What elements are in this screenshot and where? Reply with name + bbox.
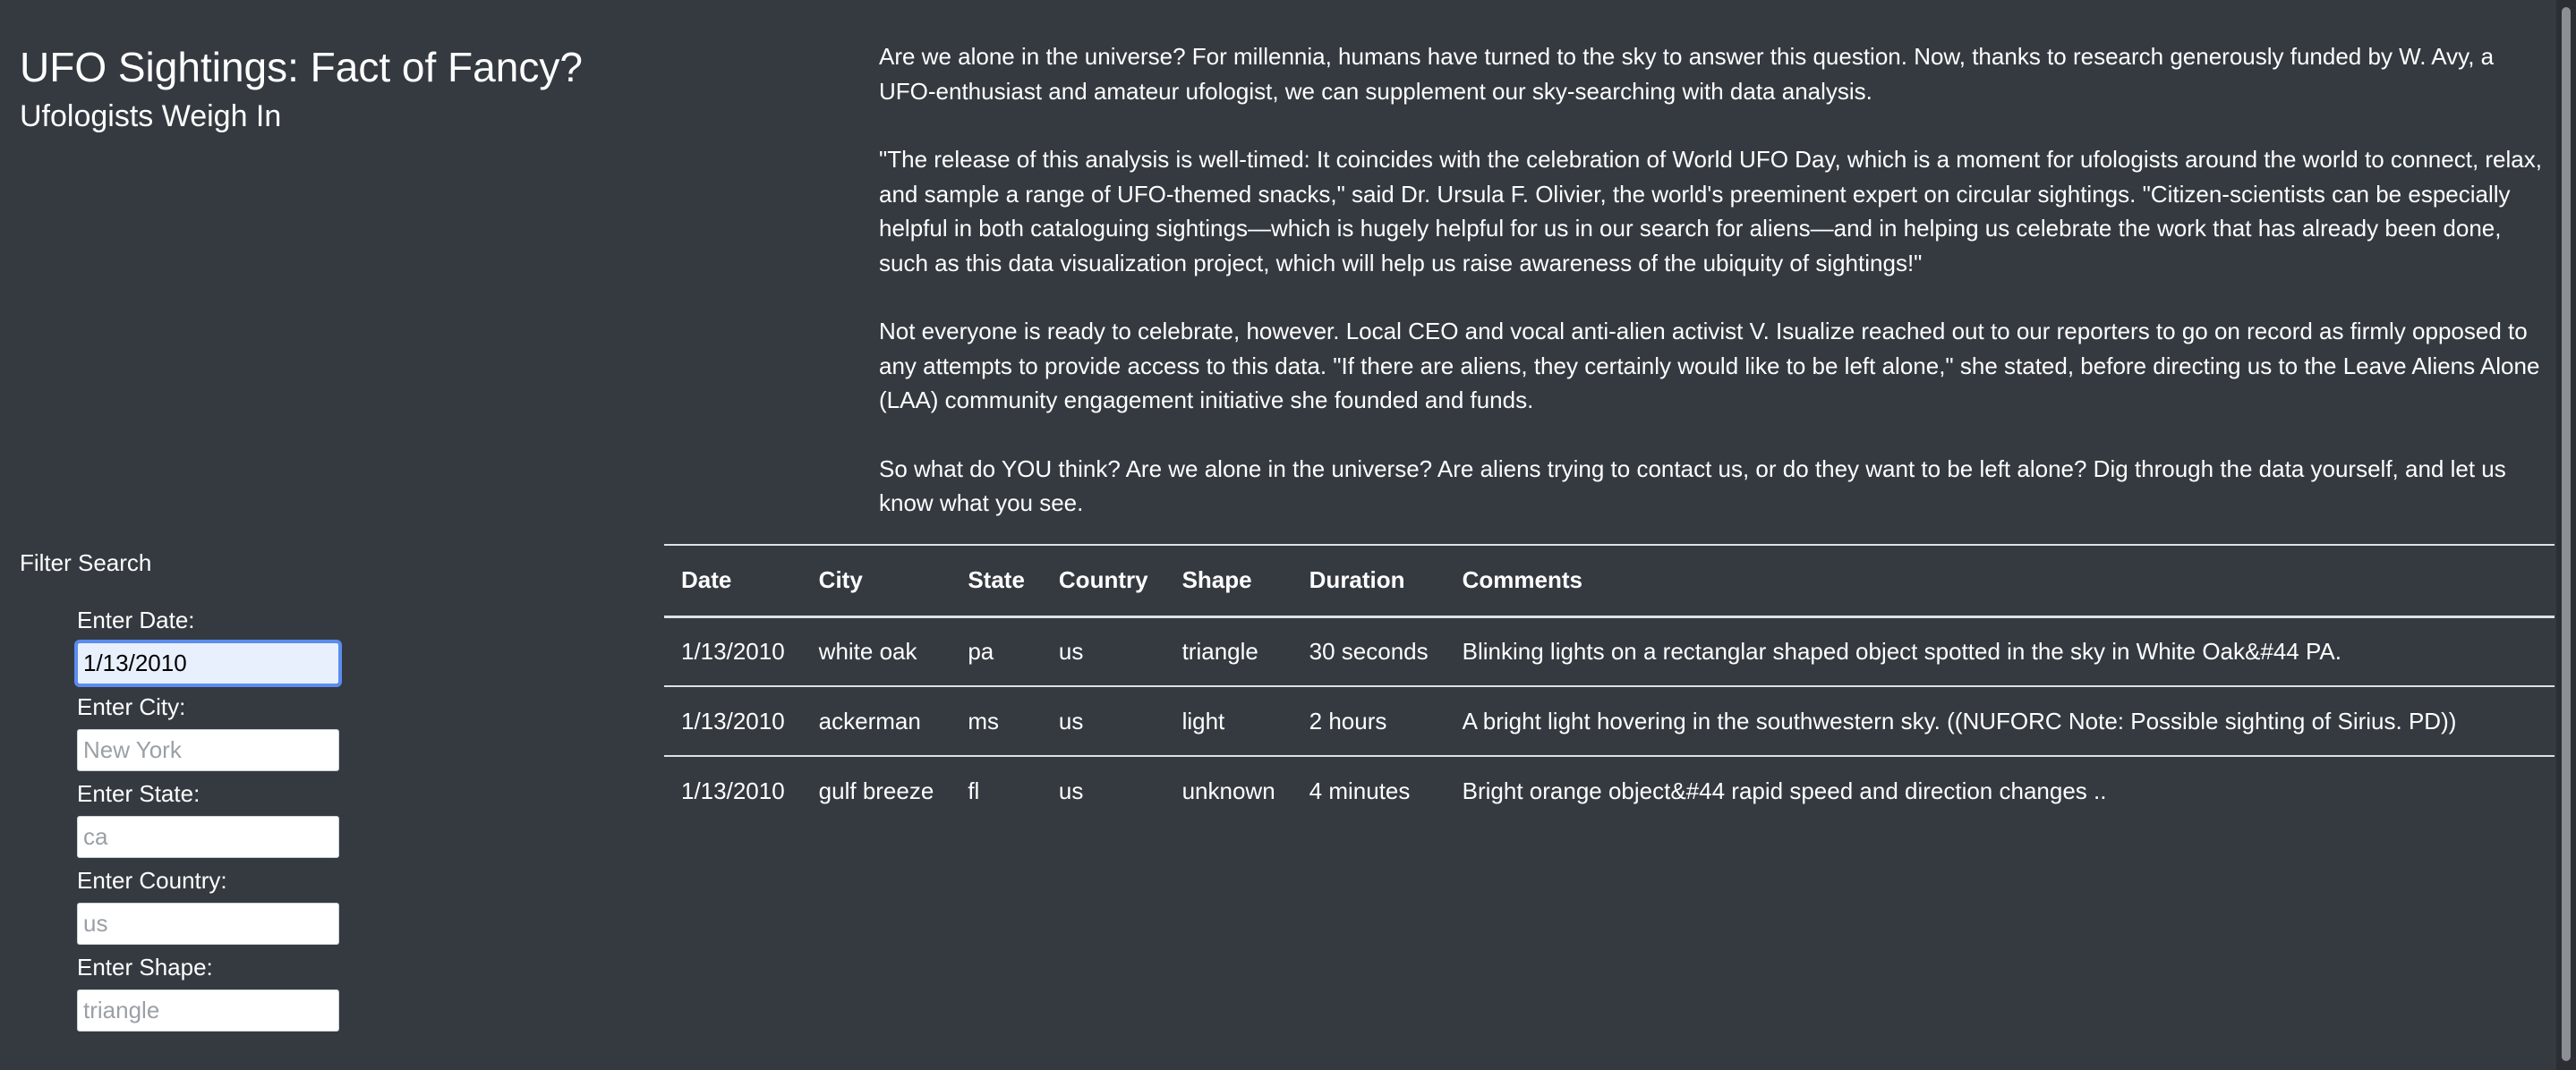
cell-city: white oak bbox=[818, 637, 917, 665]
cell-duration: 30 seconds bbox=[1309, 637, 1429, 665]
article-paragraph: Not everyone is ready to celebrate, however. Local CEO and vocal anti-alien activist V. Isualize reached out to our reporters to go on record as firmly opposed to any attempts to provide access to this data. "If there are aliens, they certainly would like to be left alone," she stated, before directing us to the Leave Aliens Alone (LAA) community engagement initiative she founded and funds. bbox=[879, 318, 2540, 413]
shape-filter-label: Enter Shape: bbox=[77, 954, 213, 981]
table-row bbox=[664, 756, 2555, 826]
country-filter-input[interactable] bbox=[77, 903, 339, 945]
shape-filter-input[interactable] bbox=[77, 989, 339, 1032]
vertical-scrollbar[interactable] bbox=[2556, 0, 2576, 1070]
cell-state: fl bbox=[968, 777, 980, 804]
state-filter-input[interactable] bbox=[77, 816, 339, 858]
column-header-duration: Duration bbox=[1309, 566, 1405, 594]
article-paragraph: "The release of this analysis is well-timed: It coincides with the celebration of World UFO Day, which is a moment for ufologists around the world to connect, relax, and sample a range of UFO-themed snacks," said Dr. Ursula F. Olivier, the world's preeminent expert on circular sightings. "Citizen-scientists can be especially helpful in both cataloguing sightings—which is hugely helpful for us in our search for aliens—and in helping us celebrate the work that has already been done, such as this data visualization project, which will help us raise awareness of the ubiquity of sightings!" bbox=[879, 146, 2542, 276]
article-paragraph: So what do YOU think? Are we alone in the universe? Are aliens trying to contact us, or do they want to be left alone? Dig through the data yourself, and let us know what you see. bbox=[879, 454, 2506, 516]
cell-country: us bbox=[1058, 707, 1084, 735]
page-subtitle: Ufologists Weigh In bbox=[20, 99, 282, 133]
cell-date: 1/13/2010 bbox=[681, 777, 785, 804]
date-filter-label: Enter Date: bbox=[77, 607, 195, 633]
article-text bbox=[879, 39, 2549, 555]
cell-shape: unknown bbox=[1181, 777, 1275, 804]
cell-date: 1/13/2010 bbox=[681, 637, 785, 665]
column-header-country: Country bbox=[1058, 566, 1148, 594]
table-row bbox=[664, 686, 2555, 756]
cell-shape: light bbox=[1181, 707, 1225, 735]
filter-search-heading: Filter Search bbox=[20, 549, 152, 576]
scrollbar-thumb[interactable] bbox=[2562, 7, 2571, 1061]
cell-duration: 4 minutes bbox=[1309, 777, 1411, 804]
cell-country: us bbox=[1058, 637, 1084, 665]
cell-comments: Blinking lights on a rectanglar shaped object spotted in the sky in White Oak&#44 PA. bbox=[1462, 637, 2341, 665]
sightings-table-container bbox=[664, 544, 2555, 826]
filter-form bbox=[77, 605, 345, 1039]
cell-country: us bbox=[1058, 777, 1084, 804]
cell-comments: A bright light hovering in the southwestern sky. ((NUFORC Note: Possible sighting of Sirius. PD)) bbox=[1462, 707, 2457, 735]
table-row bbox=[664, 616, 2555, 686]
country-filter-label: Enter Country: bbox=[77, 867, 227, 894]
page-title: UFO Sightings: Fact of Fancy? bbox=[20, 44, 583, 90]
cell-shape: triangle bbox=[1181, 637, 1258, 665]
cell-date: 1/13/2010 bbox=[681, 707, 785, 735]
article-paragraph: Are we alone in the universe? For millennia, humans have turned to the sky to answer this question. Now, thanks to research generously funded by W. Avy, a UFO-enthusiast and amateur ufologist, we can supplement our sky-searching with data analysis. bbox=[879, 43, 2495, 105]
state-filter-label: Enter State: bbox=[77, 780, 200, 807]
column-header-shape: Shape bbox=[1181, 566, 1252, 594]
column-header-comments: Comments bbox=[1462, 566, 1582, 594]
cell-state: pa bbox=[968, 637, 994, 665]
column-header-date: Date bbox=[681, 566, 732, 594]
cell-city: ackerman bbox=[818, 707, 921, 735]
sightings-table bbox=[664, 544, 2555, 826]
cell-state: ms bbox=[968, 707, 999, 735]
column-header-state: State bbox=[968, 566, 1025, 594]
city-filter-label: Enter City: bbox=[77, 693, 186, 720]
cell-comments: Bright orange object&#44 rapid speed and direction changes .. bbox=[1462, 777, 2107, 804]
city-filter-input[interactable] bbox=[77, 729, 339, 771]
column-header-city: City bbox=[818, 566, 863, 594]
cell-city: gulf breeze bbox=[818, 777, 934, 804]
cell-duration: 2 hours bbox=[1309, 707, 1387, 735]
date-filter-input[interactable] bbox=[77, 642, 339, 684]
table-header-row bbox=[664, 545, 2555, 616]
